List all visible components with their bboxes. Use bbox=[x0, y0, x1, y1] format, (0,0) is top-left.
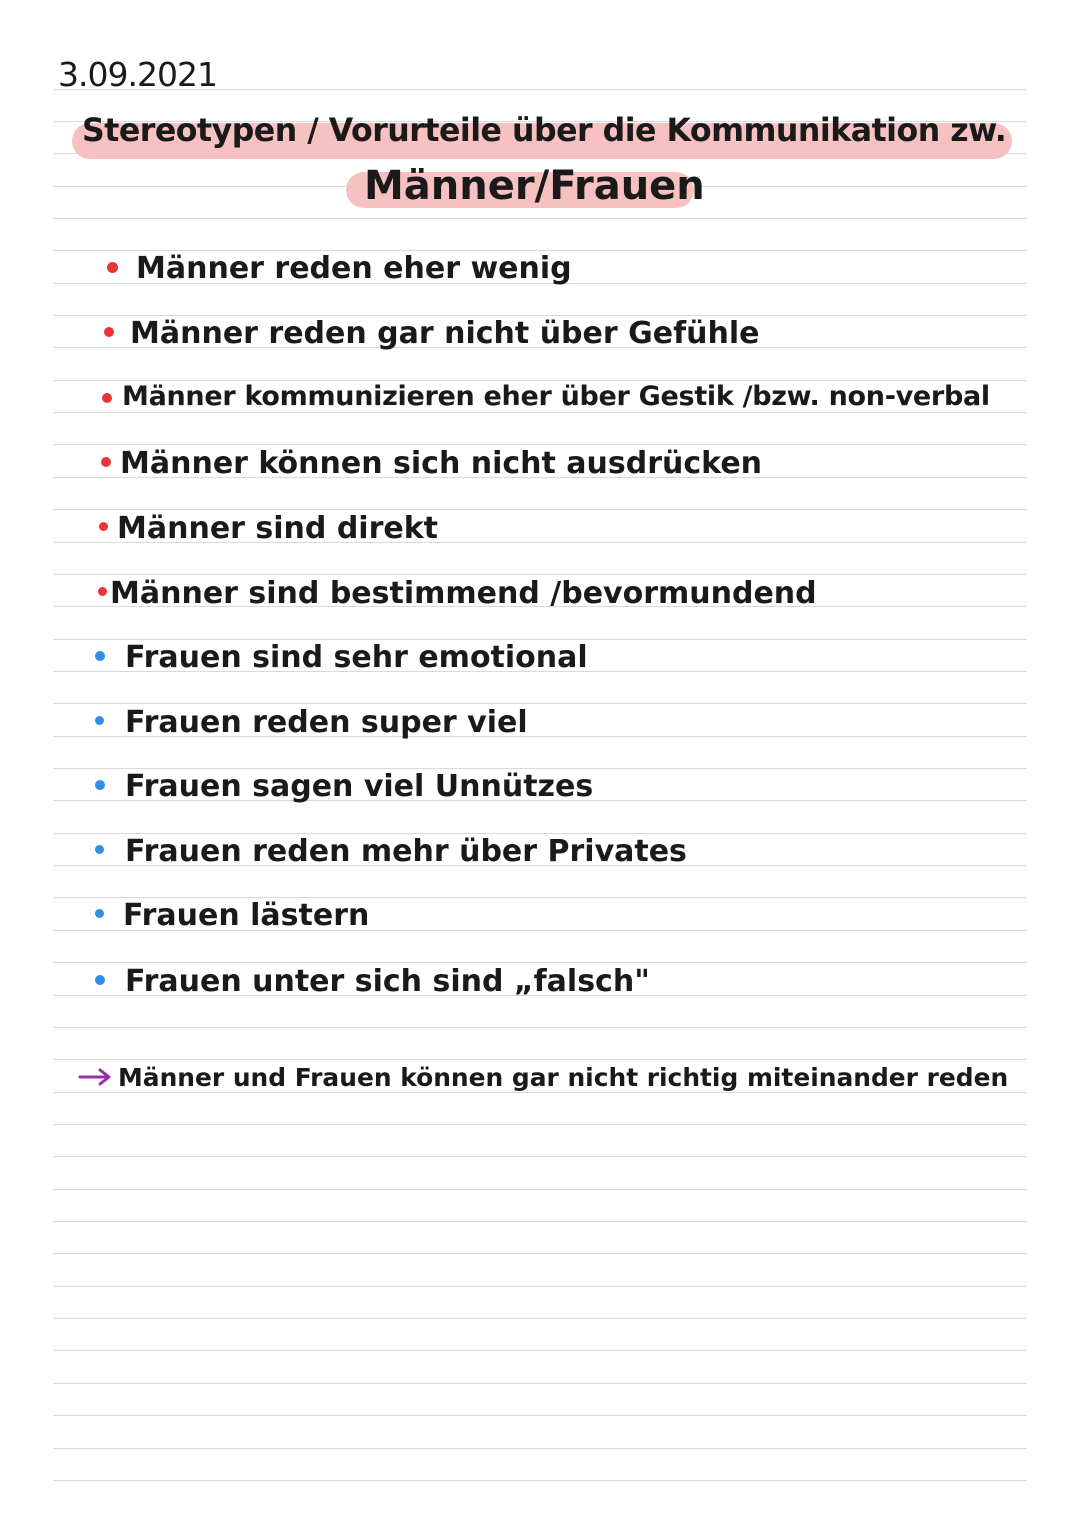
rule-line bbox=[53, 1221, 1027, 1222]
red-bullet-icon bbox=[107, 262, 118, 273]
list-item: Frauen sind sehr emotional bbox=[125, 640, 588, 675]
blue-bullet-icon bbox=[95, 909, 104, 918]
rule-line bbox=[53, 1480, 1027, 1481]
rule-line bbox=[53, 412, 1027, 413]
blue-bullet-icon bbox=[95, 845, 104, 854]
list-item: Männer können sich nicht ausdrücken bbox=[120, 446, 763, 481]
red-bullet-icon bbox=[102, 393, 112, 403]
blue-bullet-icon bbox=[95, 780, 105, 790]
rule-line bbox=[53, 1124, 1027, 1125]
rule-line bbox=[53, 1383, 1027, 1384]
arrow-right-icon bbox=[78, 1067, 114, 1087]
list-item: Männer sind direkt bbox=[117, 511, 439, 546]
rule-line bbox=[53, 1059, 1027, 1060]
list-item: Männer sind bestimmend /bevormundend bbox=[110, 576, 817, 611]
rule-line bbox=[53, 218, 1027, 219]
rule-line bbox=[53, 1318, 1027, 1319]
list-item: Frauen reden super viel bbox=[125, 705, 528, 740]
rule-line bbox=[53, 1092, 1027, 1093]
rule-line bbox=[53, 574, 1027, 575]
note-subtitle: Männer/Frauen bbox=[364, 163, 705, 209]
blue-bullet-icon bbox=[95, 975, 105, 985]
blue-bullet-icon bbox=[95, 651, 105, 661]
list-item: Frauen reden mehr über Privates bbox=[125, 834, 687, 869]
list-item: Frauen sagen viel Unnützes bbox=[125, 769, 594, 804]
red-bullet-icon bbox=[99, 522, 108, 531]
list-item: Frauen unter sich sind „falsch" bbox=[125, 964, 650, 999]
rule-line bbox=[53, 1156, 1027, 1157]
red-bullet-icon bbox=[104, 327, 114, 337]
rule-line bbox=[53, 1448, 1027, 1449]
rule-line bbox=[53, 1189, 1027, 1190]
conclusion-text: Männer und Frauen können gar nicht richtig miteinander reden bbox=[118, 1063, 1009, 1092]
rule-line bbox=[53, 509, 1027, 510]
list-item: Männer kommunizieren eher über Gestik /bzw. non-verbal bbox=[122, 381, 990, 412]
list-item: Frauen lästern bbox=[123, 898, 370, 933]
rule-line bbox=[53, 1253, 1027, 1254]
rule-line bbox=[53, 444, 1027, 445]
rule-line bbox=[53, 962, 1027, 963]
list-item: Männer reden gar nicht über Gefühle bbox=[130, 316, 760, 351]
rule-line bbox=[53, 1027, 1027, 1028]
rule-line bbox=[53, 1415, 1027, 1416]
note-date: 3.09.2021 bbox=[58, 55, 217, 94]
rule-line bbox=[53, 703, 1027, 704]
note-title: Stereotypen / Vorurteile über die Kommunikation zw. bbox=[82, 113, 1007, 149]
red-bullet-icon bbox=[98, 587, 107, 596]
rule-line bbox=[53, 1286, 1027, 1287]
list-item: Männer reden eher wenig bbox=[136, 251, 572, 286]
blue-bullet-icon bbox=[95, 716, 104, 725]
red-bullet-icon bbox=[101, 457, 111, 467]
rule-line bbox=[53, 1350, 1027, 1351]
